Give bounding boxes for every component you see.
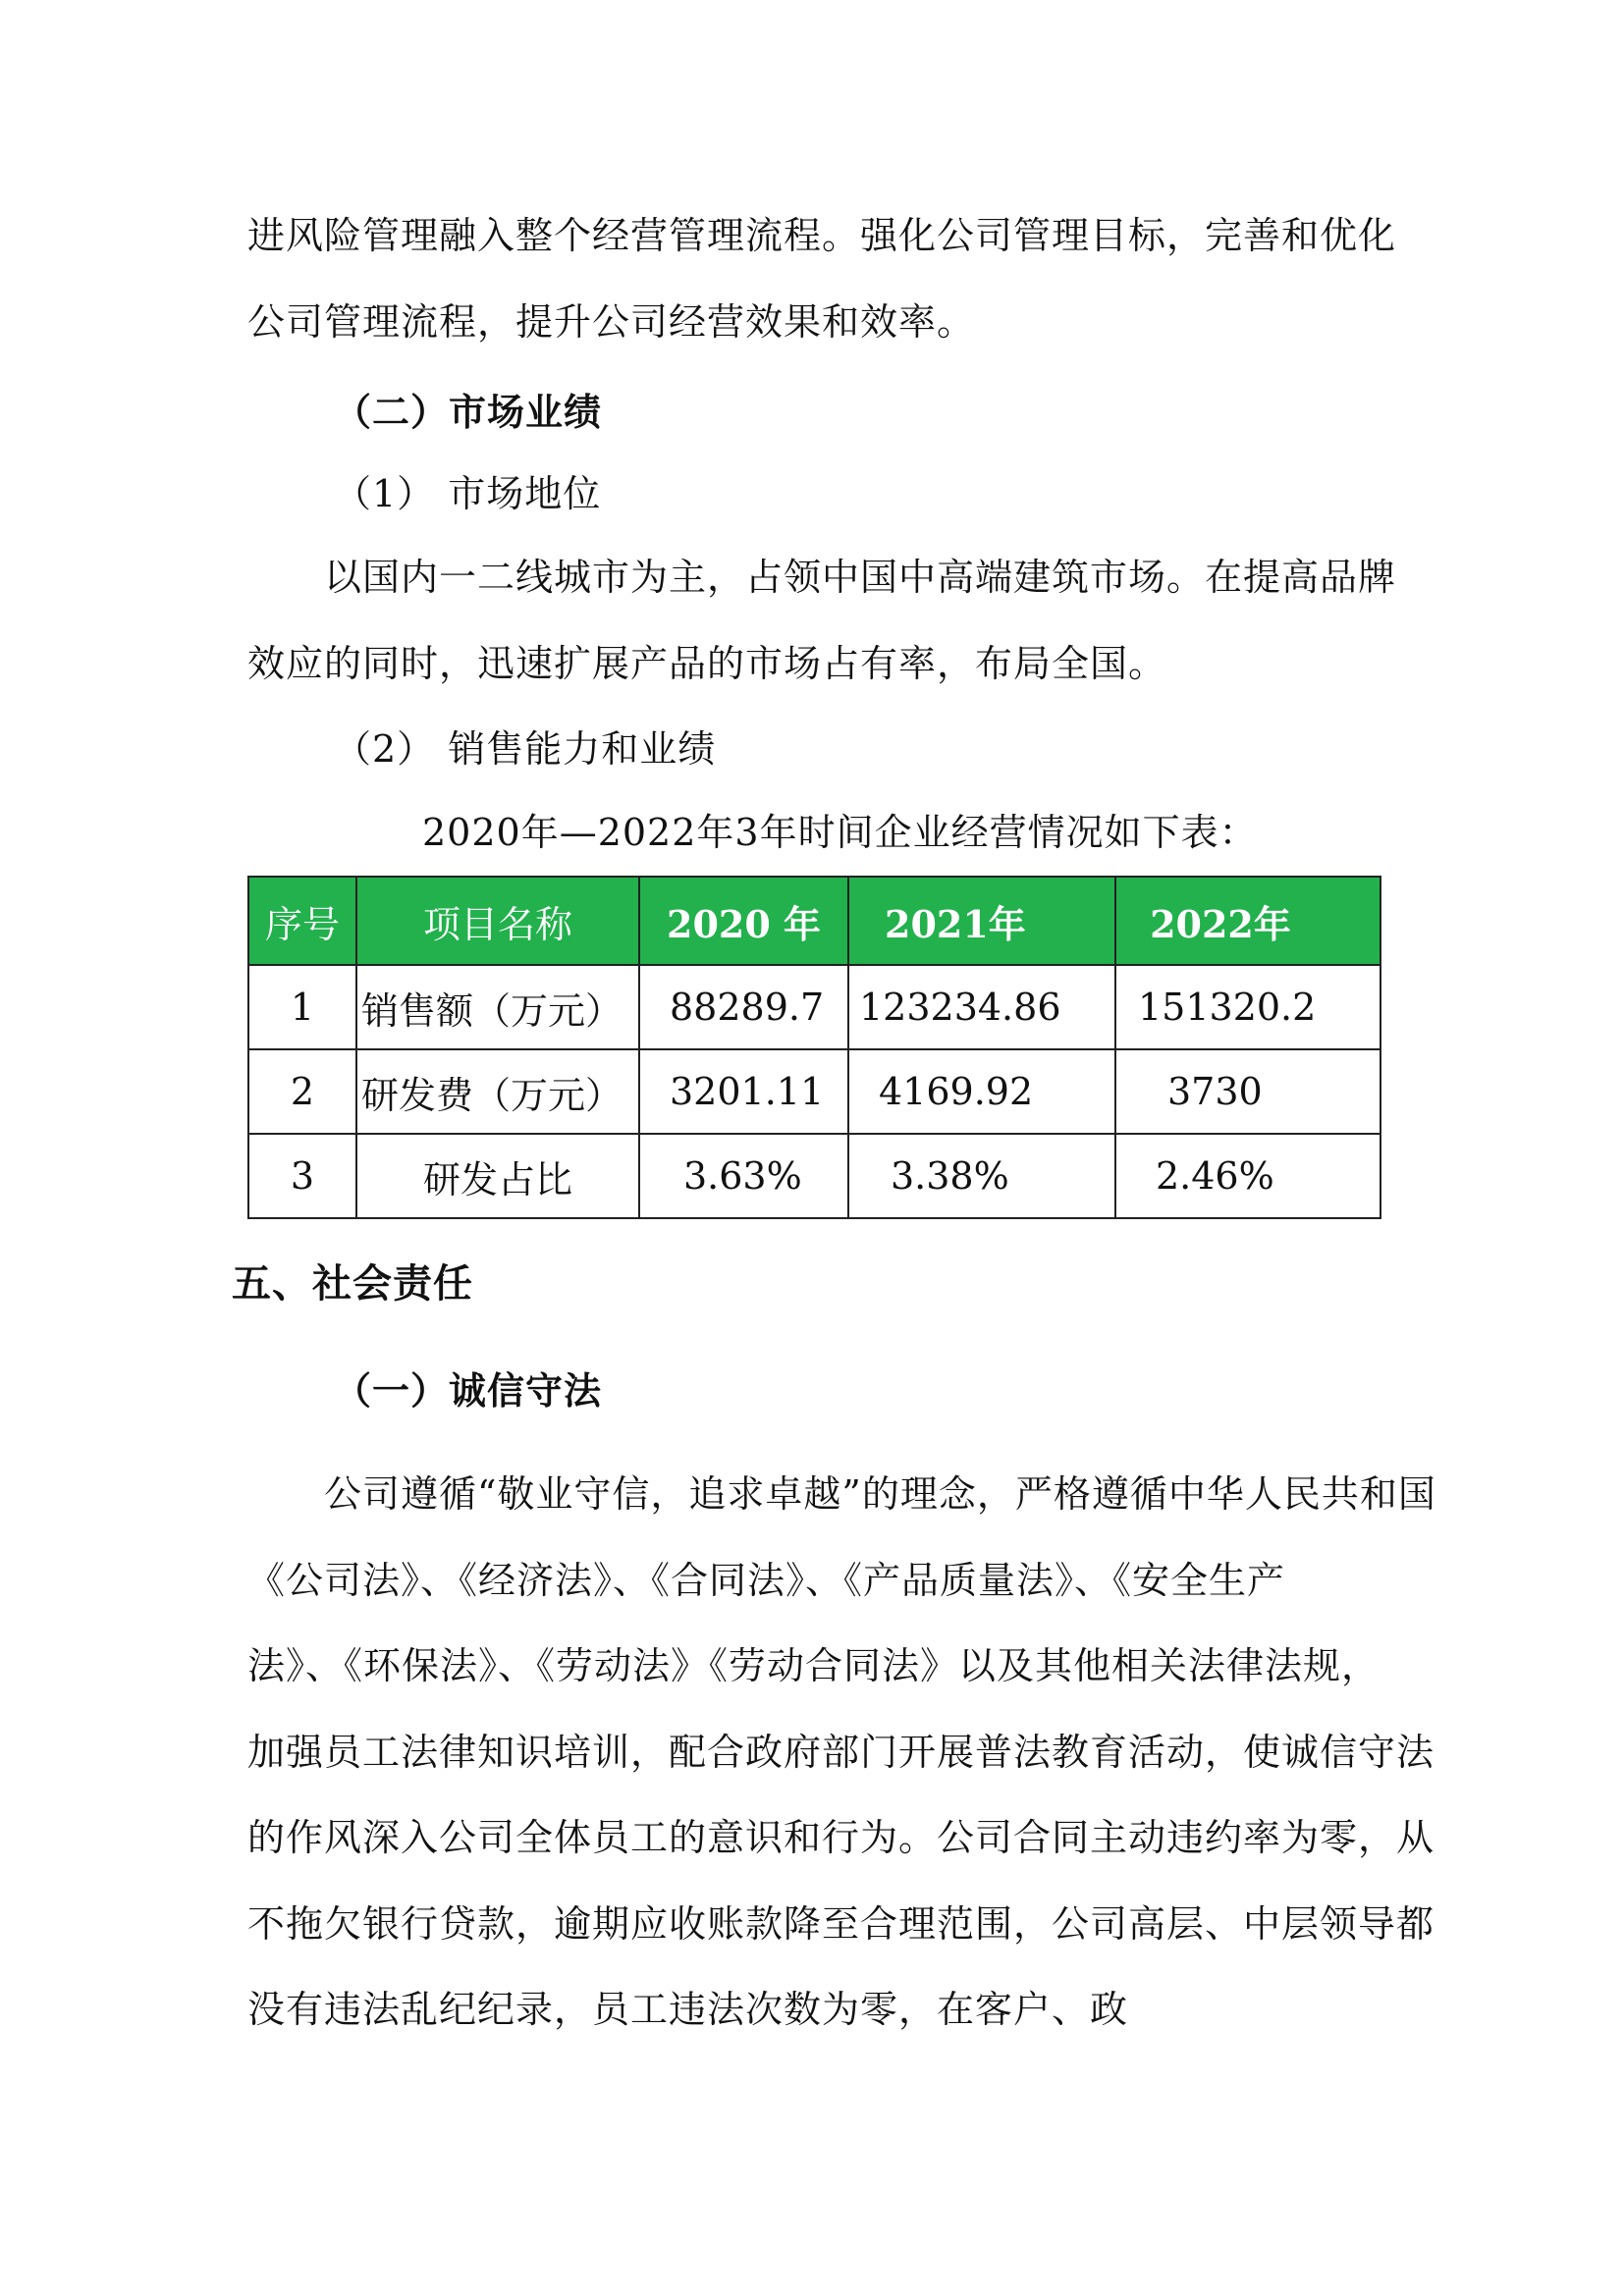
cell-2021: 123234.86 bbox=[848, 965, 1115, 1049]
table-header-row bbox=[248, 877, 1380, 965]
market-sub1-line-2: 效应的同时，迅速扩展产品的市场占有率，布局全国。 bbox=[247, 642, 1167, 685]
market-sub1-title: （1） 市场地位 bbox=[334, 472, 602, 515]
social-line-2: 《公司法》、《经济法》、《合同法》、《产品质量法》、《安全生产 bbox=[247, 1559, 1286, 1602]
social-line-1: 公司遵循“敬业守信，追求卓越”的理念，严格遵循中华人民共和国 bbox=[324, 1472, 1436, 1516]
table-row bbox=[248, 965, 1380, 1049]
intro-line-1: 进风险管理融入整个经营管理流程。强化公司管理目标，完善和优化 bbox=[247, 214, 1397, 257]
market-sub2-title: （2） 销售能力和业绩 bbox=[334, 727, 717, 771]
header-2022: 2022年 bbox=[1115, 877, 1380, 965]
header-2020: 2020 年 bbox=[639, 877, 848, 965]
social-subheading: （一）诚信守法 bbox=[334, 1368, 603, 1413]
header-index: 序号 bbox=[248, 877, 356, 965]
cell-2020: 3201.11 bbox=[639, 1049, 848, 1134]
cell-2021: 3.38% bbox=[848, 1134, 1115, 1218]
market-heading: （二）市场业绩 bbox=[334, 390, 603, 434]
social-line-7: 没有违法乱纪纪录，员工违法次数为零，在客户、政 bbox=[247, 1988, 1129, 2031]
table-caption: 2020年—2022年3年时间企业经营情况如下表： bbox=[422, 811, 1258, 854]
intro-line-2: 公司管理流程，提升公司经营效果和效率。 bbox=[247, 300, 976, 344]
social-heading: 五、社会责任 bbox=[232, 1260, 473, 1307]
cell-2022: 151320.2 bbox=[1115, 965, 1380, 1049]
social-line-3: 法》、《环保法》、《劳动法》《劳动合同法》以及其他相关法律法规， bbox=[247, 1644, 1380, 1687]
cell-item: 研发费（万元） bbox=[356, 1049, 639, 1134]
table-row bbox=[248, 1049, 1380, 1134]
cell-2022: 2.46% bbox=[1115, 1134, 1380, 1218]
table-row bbox=[248, 1134, 1380, 1218]
cell-index: 2 bbox=[248, 1049, 356, 1134]
cell-2021: 4169.92 bbox=[848, 1049, 1115, 1134]
header-2021: 2021年 bbox=[848, 877, 1115, 965]
cell-2020: 3.63% bbox=[639, 1134, 848, 1218]
cell-item: 研发占比 bbox=[356, 1134, 639, 1218]
cell-2020: 88289.7 bbox=[639, 965, 848, 1049]
market-sub1-line-1: 以国内一二线城市为主，占领中国中高端建筑市场。在提高品牌 bbox=[324, 556, 1397, 599]
business-table bbox=[247, 876, 1381, 1219]
social-line-5: 的作风深入公司全体员工的意识和行为。公司合同主动违约率为零，从 bbox=[247, 1816, 1435, 1859]
cell-index: 1 bbox=[248, 965, 356, 1049]
cell-2022: 3730 bbox=[1115, 1049, 1380, 1134]
social-line-4: 加强员工法律知识培训，配合政府部门开展普法教育活动，使诚信守法 bbox=[247, 1731, 1435, 1774]
header-item: 项目名称 bbox=[356, 877, 639, 965]
social-line-6: 不拖欠银行贷款，逾期应收账款降至合理范围，公司高层、中层领导都 bbox=[247, 1902, 1435, 1946]
cell-item: 销售额（万元） bbox=[356, 965, 639, 1049]
cell-index: 3 bbox=[248, 1134, 356, 1218]
